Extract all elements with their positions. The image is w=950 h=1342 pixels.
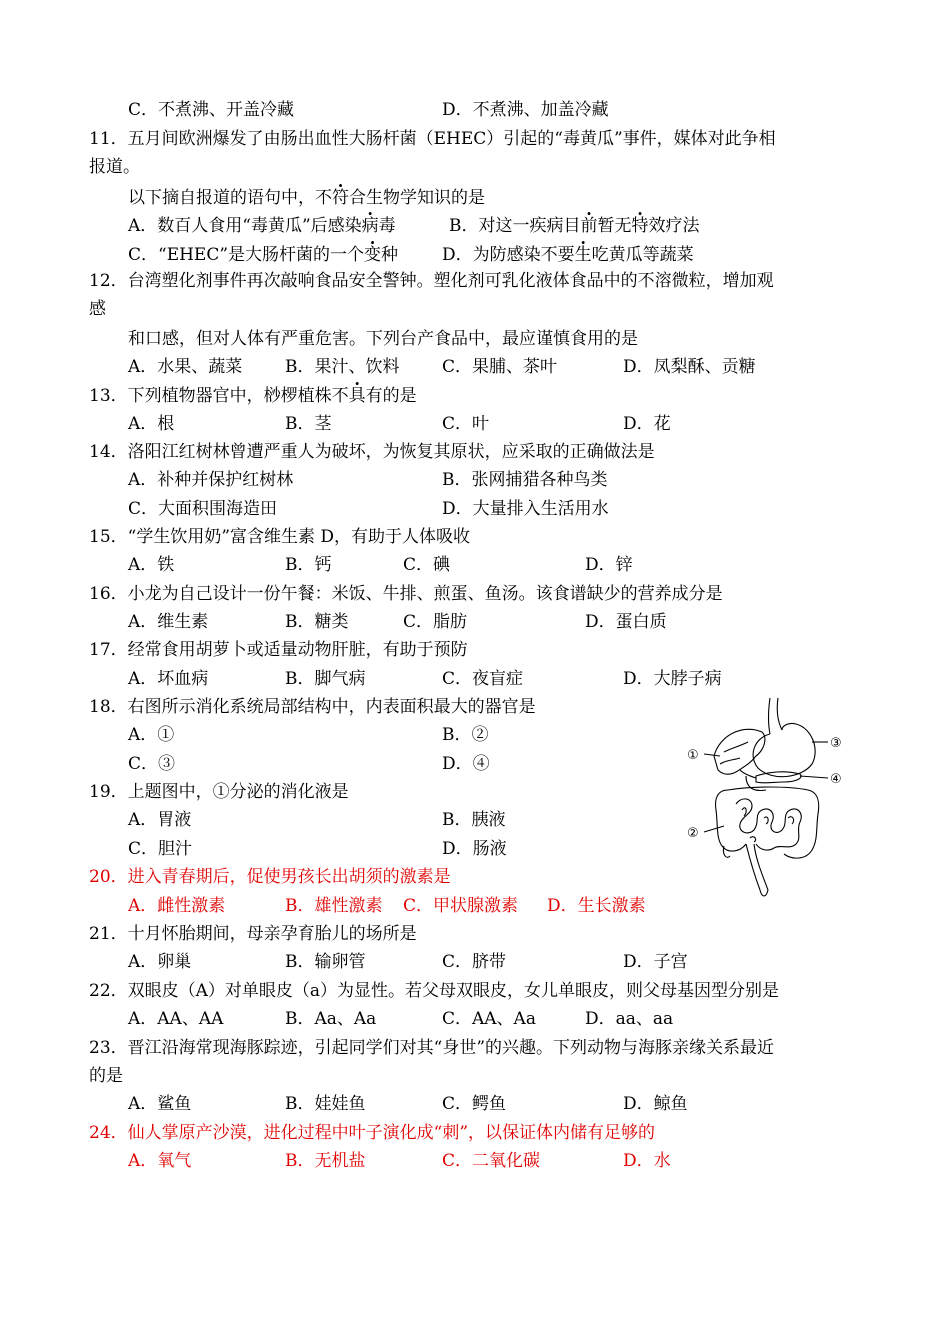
q23-option-b: B．娃娃鱼 [285,1094,366,1114]
emphasis-char: 病 [361,216,379,236]
q13-option-b: B．茎 [285,414,332,434]
q21-option-c: C．脐带 [442,952,507,972]
q14-option-a: A．补种并保护红树林 [128,470,294,490]
pancreas-shape [756,772,801,783]
q24-option-a: A．氧气 [128,1151,192,1171]
diagram-label-3: ③ [830,736,842,751]
q22-option-d: D．aa、aa [585,1009,674,1029]
q23-option-c: C．鳄鱼 [442,1094,507,1114]
q17-option-b: B．脚气病 [285,669,366,689]
q16-option-b: B．糖类 [285,612,349,632]
q14-option-c: C．大面积围海造田 [128,499,278,519]
q16-option-d: D．蛋白质 [585,612,667,632]
q22-stem: 22．双眼皮（A）对单眼皮（a）为显性。若父母双眼皮，女儿单眼皮，则父母基因型分别是 [89,981,780,1001]
q12-stem-line2: 感 [89,299,106,319]
q12-stem-line3: 和口感，但对人体有严重危害。下列台产食品中，最应谨慎食用的是 [128,329,638,349]
q24-stem: 24．仙人掌原产沙漠，进化过程中叶子演化成“刺”，以保证体内储有足够的 [89,1123,656,1143]
q23-option-a: A．鲨鱼 [128,1094,192,1114]
q24-option-d: D．水 [623,1151,671,1171]
emphasis-char: 特 [631,216,649,236]
q24-option-b: B．无机盐 [285,1151,366,1171]
q17-stem: 17．经常食用胡萝卜或适量动物肝脏，有助于预防 [89,640,468,660]
q23-option-d: D．鲸鱼 [623,1094,688,1114]
q11-option-c: C．“EHEC”是大肠杆菌的一个变种 [128,245,399,265]
q18-option-c: C．③ [128,754,176,774]
q15-stem: 15．“学生饮用奶”富含维生素 D，有助于人体吸收 [89,527,471,547]
q16-stem: 16．小龙为自己设计一份午餐：米饭、牛排、煎蛋、鱼汤。该食谱缺少的营养成分是 [89,584,723,604]
q12-option-a: A．水果、蔬菜 [128,357,243,377]
q22-option-b: B．Aa、Aa [285,1009,377,1029]
q11-option-b: B．对这一疾病目前暂无特效疗法 [449,216,700,236]
q19-option-a: A．胃液 [128,810,192,830]
q15-option-c: C．碘 [403,555,451,575]
q11-stem-line2: 报道。 [89,157,140,177]
q24-option-c: C．二氧化碳 [442,1151,541,1171]
q13-stem: 13．下列植物器官中，桫椤植株不具有的是 [89,386,417,406]
q23-stem-line2: 的是 [89,1066,123,1086]
q20-option-c: C．甲状腺激素 [403,896,519,916]
emphasis-char: 前 [580,216,598,236]
q11-option-d: D．为防感染不要生吃黄瓜等蔬菜 [442,245,694,265]
q14-option-d: D．大量排入生活用水 [442,499,609,519]
q21-option-b: B．输卵管 [285,952,366,972]
q13-option-a: A．根 [128,414,175,434]
q12-option-d: D．凤梨酥、贡糖 [623,357,756,377]
q21-option-d: D．子宫 [623,952,688,972]
diagram-label-1: ① [687,748,699,763]
q14-option-b: B．张网捕猎各种鸟类 [442,470,608,490]
q18-option-d: D．④ [442,754,490,774]
q19-option-b: B．胰液 [442,810,506,830]
q13-option-d: D．花 [623,414,671,434]
q12-option-b: B．果汁、饮料 [285,357,400,377]
q16-option-c: C．脂肪 [403,612,468,632]
q15-option-a: A．铁 [128,555,175,575]
diagram-label-2: ② [687,826,699,841]
q15-option-b: B．钙 [285,555,332,575]
q20-option-b: B．雄性激素 [285,896,383,916]
q11-stem-line3: 以下摘自报道的语句中，不符合生物学知识的是 [128,188,485,208]
q19-option-c: C．胆汁 [128,839,193,859]
q17-option-c: C．夜盲症 [442,669,524,689]
q18-option-a: A．① [128,725,175,745]
q13-option-c: C．叶 [442,414,490,434]
q11-option-a: A．数百人食用“毒黄瓜”后感染病毒 [128,216,396,236]
q19-stem: 19．上题图中，①分泌的消化液是 [89,782,349,802]
q20-stem: 20．进入青春期后，促使男孩长出胡须的激素是 [89,867,451,887]
diagram-label-4: ④ [830,772,842,787]
emphasis-char: 变 [364,245,382,265]
q12-stem-line1: 12．台湾塑化剂事件再次敲响食品安全警钟。塑化剂可乳化液体食品中的不溶微粒，增加观 [89,271,774,291]
q22-option-a: A．AA、AA [128,1009,224,1029]
q10-option-c: C．不煮沸、开盖冷藏 [128,100,295,120]
q17-option-d: D．大脖子病 [623,669,722,689]
q17-option-a: A．坏血病 [128,669,209,689]
emphasis-text: 不具有 [331,386,383,406]
q15-option-d: D．锌 [585,555,633,575]
q16-option-a: A．维生素 [128,612,209,632]
q12-option-c: C．果脯、茶叶 [442,357,558,377]
q20-option-d: D．生长激素 [547,896,646,916]
q23-stem-line1: 23．晋江沿海常现海豚踪迹，引起同学们对其“身世”的兴趣。下列动物与海豚亲缘关系最近 [89,1038,775,1058]
emphasis-char: 生 [574,245,592,265]
q14-stem: 14．洛阳江红树林曾遭严重人为破坏，为恢复其原状，应采取的正确做法是 [89,442,655,462]
q19-option-d: D．肠液 [442,839,507,859]
digestive-system-diagram [684,694,856,906]
q22-option-c: C．AA、Aa [442,1009,536,1029]
q11-stem-line1: 11．五月间欧洲爆发了由肠出血性大肠杆菌（EHEC）引起的“毒黄瓜”事件，媒体对此争相 [89,129,776,149]
emphasis-text: 不符合 [315,188,366,208]
q18-option-b: B．② [442,725,489,745]
q20-option-a: A．雌性激素 [128,896,226,916]
q10-option-d: D．不煮沸、加盖冷藏 [442,100,609,120]
q18-stem: 18．右图所示消化系统局部结构中，内表面积最大的器官是 [89,697,536,717]
q21-stem: 21．十月怀胎期间，母亲孕育胎儿的场所是 [89,924,417,944]
q21-option-a: A．卵巢 [128,952,192,972]
